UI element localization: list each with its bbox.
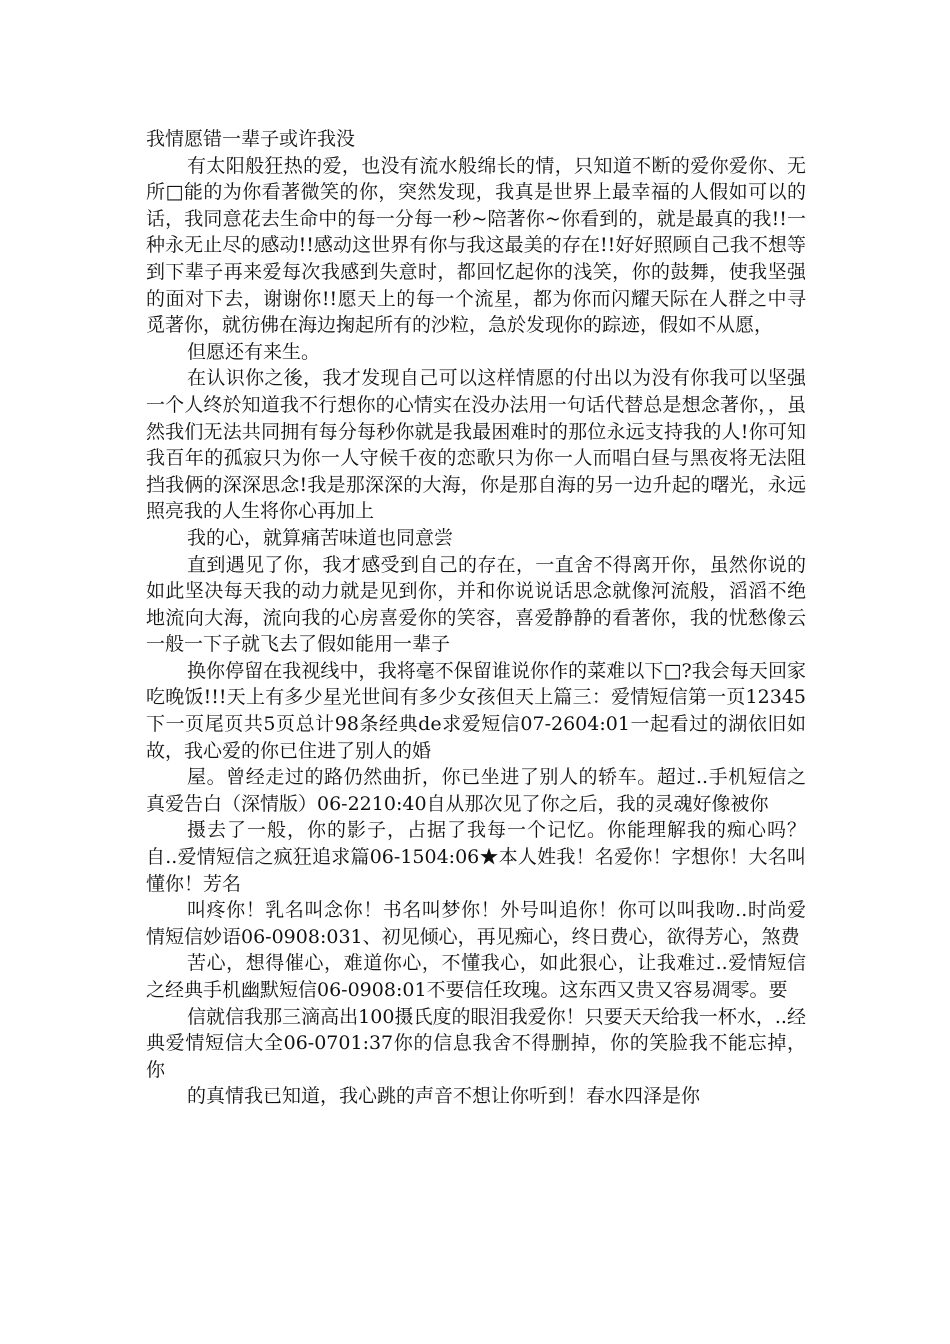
paragraph: 在认识你之後，我才发现自己可以这样情愿的付出以为没有你我可以坚强一个人终於知道我不行想你的心情实在没办法用一句话代替总是想念著你，，虽然我们无法共同拥有每分每秒你就是我最困难时的那位永远支持我的人!你可知我百年的孤寂只为你一人守候千夜的恋歌只为你一人而唱白昼与黑夜将无法阻挡我俩的深深思念!我是那深深的大海，你是那自海的另一边升起的曙光，永远照亮我的人生将你心再加上: [146, 367, 806, 523]
paragraph: 换你停留在我视线中，我将毫不保留谁说你作的菜难以下□?我会每天回家吃晚饭!!!天上有多少星光世间有多少女孩但天上篇三：爱情短信第一页12345下一页尾页共5页总计98条经典de求爱短信07-2604:01一起看过的湖依旧如故，我心爱的你已住进了别人的婚: [146, 659, 806, 762]
paragraph: 我的心，就算痛苦味道也同意尝: [187, 526, 454, 549]
paragraph: 有太阳般狂热的爱，也没有流水般绵长的情，只知道不断的爱你爱你、无所□能的为你看著微笑的你，突然发现，我真是世界上最幸福的人假如可以的话，我同意花去生命中的每一分每一秒~陪著你~你看到的，就是最真的我!!一种永无止尽的感动!!感动这世界有你与我这最美的存在!!好好照顾自己我不想等到下辈子再来爱每次我感到失意时，都回忆起你的浅笑，你的鼓舞，使我坚强的面对下去，谢谢你!!愿天上的每一个流星，都为你而闪耀天际在人群之中寻觅著你，就彷佛在海边掬起所有的沙粒，急於发现你的踪迹，假如不从愿，: [146, 154, 806, 337]
paragraph: 但愿还有来生。: [187, 340, 321, 363]
paragraph: 摄去了一般，你的影子，占据了我每一个记忆。你能理解我的痴心吗？自..爱情短信之疯狂追求篇06-1504:06★本人姓我！名爱你！字想你！大名叫懂你！芳名: [146, 819, 806, 895]
paragraph: 信就信我那三滴高出100摄氏度的眼泪我爱你！只要天天给我一杯水，..经典爱情短信大全06-0701:37你的信息我舍不得删掉，你的笑脸我不能忘掉，你: [146, 1005, 806, 1081]
paragraph: 叫疼你！乳名叫念你！书名叫梦你！外号叫追你！你可以叫我吻..时尚爱情短信妙语06-0908:031、初见倾心，再见痴心，终日费心，欲得芳心，煞费: [146, 899, 806, 948]
paragraph: 苦心，想得催心，难道你心，不懂我心，如此狠心，让我难过..爱情短信之经典手机幽默短信06-0908:01不要信任玫瑰。这东西又贵又容易凋零。要: [146, 952, 806, 1001]
document-body: [146, 126, 806, 1110]
paragraph-title-line: 我情愿错一辈子或许我没: [146, 128, 356, 150]
paragraph: 直到遇见了你，我才感受到自己的存在，一直舍不得离开你，虽然你说的如此坚决每天我的动力就是见到你，并和你说说话思念就像河流般，滔滔不绝地流向大海，流向我的心房喜爱你的笑容，喜爱静静的看著你，我的忧愁像云一般一下子就飞去了假如能用一辈子: [146, 553, 806, 656]
paragraph: 的真情我已知道，我心跳的声音不想让你听到！春水四泽是你: [187, 1085, 701, 1108]
paragraph: 屋。曾经走过的路仍然曲折，你已坐进了别人的轿车。超过..手机短信之真爱告白（深情版）06-2210:40自从那次见了你之后，我的灵魂好像被你: [146, 766, 806, 815]
